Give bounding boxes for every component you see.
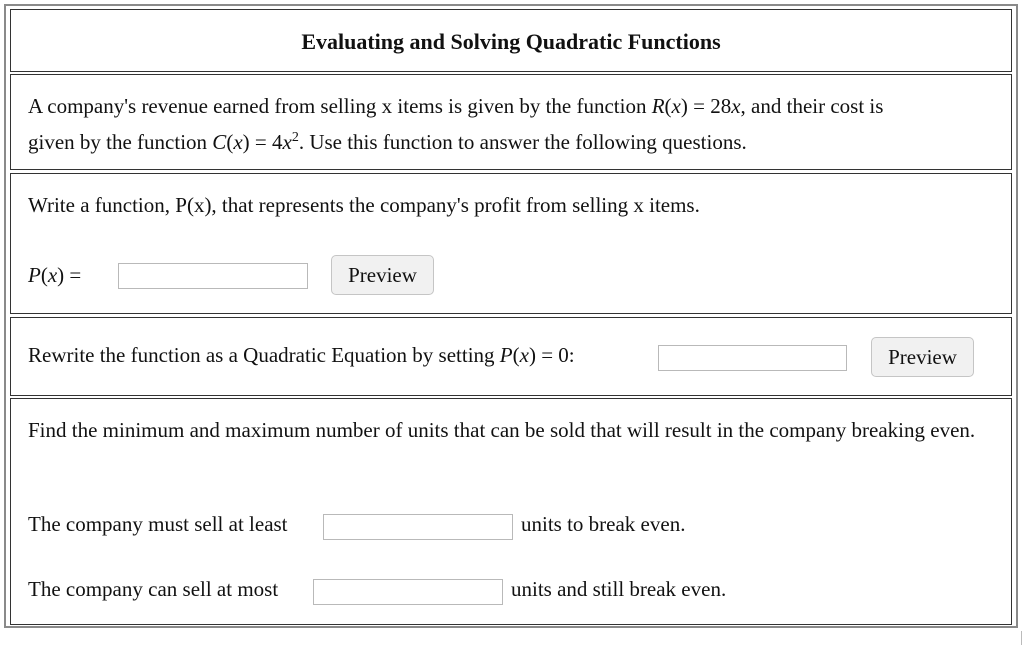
revenue-variable-2: x <box>731 94 741 118</box>
min-units-prefix: The company must sell at least <box>28 512 288 536</box>
max-units-suffix: units and still break even. <box>511 577 727 601</box>
quadratic-equation-input[interactable] <box>658 345 847 371</box>
preview-button-2[interactable]: Preview <box>871 337 974 377</box>
max-units-input[interactable] <box>313 579 503 605</box>
question-1-prompt: Write a function, P(x), that represents the company's profit from selling x items. <box>28 193 700 217</box>
cost-variable-2: x <box>282 130 292 154</box>
cost-variable: x <box>233 130 243 154</box>
question-3-prompt: Find the minimum and maximum number of units that can be sold that will result in the company breaking even. <box>28 418 976 442</box>
quadratic-variable: x <box>519 343 529 367</box>
scrollbar-edge <box>1021 631 1022 645</box>
intro-text-2: , and their cost is <box>740 94 884 118</box>
intro-text-1: A company's revenue earned from selling x items is given by the function <box>28 94 652 118</box>
question-2-text: Rewrite the function as a Quadratic Equation by setting <box>28 343 500 367</box>
cost-equation: = 4 <box>249 130 283 154</box>
question-2-box <box>10 317 1012 396</box>
quadratic-function-name: P <box>499 343 513 367</box>
max-units-prefix: The company can sell at most <box>28 577 279 601</box>
profit-function-label: P(x) = <box>28 263 82 287</box>
intro-text-3: given by the function <box>28 130 213 154</box>
cost-function-name: C <box>212 130 227 154</box>
intro-line-2: given by the function $C(x) = 4x^2$. Use this function to answer the following questions. <box>28 130 747 154</box>
revenue-equation: = 28 <box>687 94 732 118</box>
page-title: Evaluating and Solving Quadratic Functions <box>301 29 721 54</box>
question-1-box <box>10 173 1012 314</box>
intro-text-4: . Use this function to answer the following questions. <box>298 130 747 154</box>
question-3-box <box>10 398 1012 625</box>
min-units-suffix: units to break even. <box>521 512 686 536</box>
profit-equals: = <box>64 263 82 287</box>
profit-function-name: P <box>28 263 41 287</box>
revenue-function-name: R <box>651 94 665 118</box>
title-box <box>10 9 1012 72</box>
quadratic-equals-zero: = 0: <box>535 343 575 367</box>
intro-line-1: A company's revenue earned from selling x items is given by the function R(x) = 28x, and their cost is <box>28 94 884 118</box>
preview-button-1[interactable]: Preview <box>331 255 434 295</box>
revenue-variable: x <box>671 94 681 118</box>
problem-container <box>4 4 1018 628</box>
intro-box <box>10 74 1012 170</box>
cost-exponent: 2 <box>291 130 299 145</box>
question-2-prompt: Rewrite the function as a Quadratic Equation by setting P(x) = 0: <box>28 343 575 367</box>
min-units-input[interactable] <box>323 514 513 540</box>
profit-function-input[interactable] <box>118 263 308 289</box>
profit-variable: x <box>47 263 58 287</box>
